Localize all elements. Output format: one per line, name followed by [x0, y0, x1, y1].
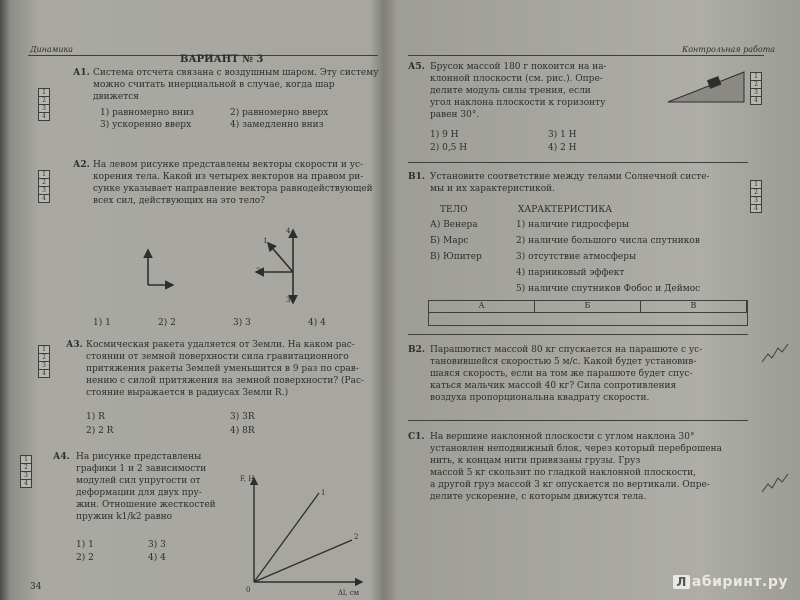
a3-text-line: стояние выражается в радиусах Земли R.) — [86, 388, 289, 398]
b1-characteristic: 1) наличие гидросферы — [516, 220, 630, 230]
section-rule — [408, 334, 748, 335]
graph-line-label-1: 1 — [321, 489, 326, 497]
graph-origin: 0 — [246, 586, 251, 594]
a1-option: 4) замедленно вниз — [230, 120, 324, 130]
pencil-mark-icon — [760, 470, 790, 500]
a5-option: 1) 9 Н — [430, 130, 459, 140]
a4-option: 1) 1 — [76, 540, 94, 550]
b1-table-header: В — [641, 301, 747, 312]
a3-text-line: нению с силой притяжения на земной поверхности? (Рас- — [86, 376, 365, 386]
answer-code-a1: 1 2 3 4 — [38, 88, 50, 121]
variant-title: ВАРИАНТ № 3 — [180, 54, 264, 65]
b1-characteristic: 5) наличие спутников Фобос и Деймос — [516, 284, 701, 294]
watermark-logo: Л абиринт.ру — [673, 574, 788, 590]
a5-text-line: Брусок массой 180 г покоится на на- — [430, 62, 607, 72]
header-rule — [408, 55, 764, 56]
vector-label: 1 — [263, 237, 268, 245]
b1-table-header: Б — [535, 301, 641, 312]
header-right: Контрольная работа — [682, 45, 776, 54]
a4-text-line: деформации для двух пру- — [76, 488, 202, 498]
b1-characteristic: 4) парниковый эффект — [516, 268, 625, 278]
a5-text-line: угол наклона плоскости к горизонту — [430, 98, 606, 108]
answer-code-a4: 1 2 3 4 — [20, 455, 32, 488]
a4-text-line: модулей сил упругости от — [76, 476, 201, 486]
velocity-acceleration-vectors — [148, 250, 173, 285]
a5-label: А5. — [408, 62, 425, 72]
a5-text-line: равен 30°. — [430, 110, 480, 120]
a2-option: 2) 2 — [158, 318, 176, 328]
b1-answer-row[interactable] — [429, 312, 747, 325]
vector-label: 2 — [256, 267, 261, 275]
a2-text-line: корения тела. Какой из четырех векторов на правом ри- — [93, 172, 364, 182]
header-left: Динамика — [30, 45, 74, 54]
answer-code-a3: 1 2 3 4 — [38, 345, 50, 378]
c1-text-line: На вершине наклонной плоскости с углом наклона 30° — [430, 432, 695, 442]
c1-text-line: делите ускорение, с которым движутся тела. — [430, 492, 647, 502]
b1-text-line: Установите соответствие между телами Солнечной систе- — [430, 172, 710, 182]
b1-characteristic: 3) отсутствие атмосферы — [516, 252, 637, 262]
b1-body: В) Юпитер — [430, 252, 482, 262]
a3-text-line: Космическая ракета удаляется от Земли. На каком рас- — [86, 340, 355, 350]
a4-text-line: жин. Отношение жесткостей — [76, 500, 216, 510]
answer-code-a5: 1 2 3 4 — [750, 72, 762, 105]
b1-characteristic: 2) наличие большого числа спутников — [516, 236, 700, 246]
a1-text-line: движется — [93, 92, 139, 102]
a1-option: 2) равномерно вверх — [230, 108, 329, 118]
graph-x-label: Δl, см — [338, 589, 360, 597]
c1-text-line: а другой груз массой 3 кг опускается по вертикали. Опре- — [430, 480, 710, 490]
a4-text-line: графики 1 и 2 зависимости — [76, 464, 207, 474]
right-page — [398, 0, 800, 600]
c1-text-line: нить, к концам нити привязаны грузы. Груз — [430, 456, 641, 466]
a3-label: А3. — [66, 340, 83, 350]
a4-option: 4) 4 — [148, 553, 166, 563]
page-number: 34 — [30, 582, 42, 592]
b2-text-line: тановившейся скоростью 5 м/с. Какой будет установив- — [430, 357, 697, 367]
graph-line-label-2: 2 — [354, 533, 359, 541]
a3-option: 4) 8R — [230, 426, 255, 436]
a3-text-line: притяжения ракеты Землей уменьшится в 9 раз по срав- — [86, 364, 359, 374]
a5-option: 4) 2 Н — [548, 143, 577, 153]
a2-label: А2. — [73, 160, 90, 170]
a5-option: 3) 1 Н — [548, 130, 577, 140]
section-rule — [408, 420, 748, 421]
b1-body: А) Венера — [430, 220, 478, 230]
a1-text-line: можно считать инерциальной в случае, когда шар — [93, 80, 335, 90]
vector-label: 4 — [286, 227, 291, 235]
a3-text-line: стоянии от земной поверхности сила гравитационного — [86, 352, 349, 362]
a5-option: 2) 0,5 Н — [430, 143, 468, 153]
a2-option: 3) 3 — [233, 318, 251, 328]
a2-option: 1) 1 — [93, 318, 111, 328]
b2-label: В2. — [408, 345, 426, 355]
a1-label: А1. — [73, 68, 90, 78]
left-page — [8, 0, 384, 600]
b1-col-body: ТЕЛО — [440, 205, 468, 215]
b1-col-characteristic: ХАРАКТЕРИСТИКА — [518, 205, 613, 215]
b2-text-line: каться мальчик массой 40 кг? Сила сопротивления — [430, 381, 677, 391]
a1-text-line: Система отсчета связана с воздушным шаром. Эту систему — [93, 68, 379, 78]
b1-body: Б) Марс — [430, 236, 469, 246]
answer-code-b1: 1 2 3 4 — [750, 180, 762, 213]
c1-label: С1. — [408, 432, 425, 442]
graph-y-label: F, Н — [240, 475, 255, 483]
a3-option: 2) 2 R — [86, 426, 114, 436]
a2-text-line: сунке указывает направление вектора равнодействующей — [93, 184, 373, 194]
a5-text-line: делите модуль силы трения, если — [430, 86, 591, 96]
b2-text-line: Парашютист массой 80 кг спускается на парашюте с ус- — [430, 345, 703, 355]
a1-option: 3) ускоренно вверх — [100, 120, 192, 130]
b2-text-line: воздуха пропорциональна квадрату скорости. — [430, 393, 650, 403]
b1-text-line: мы и их характеристикой. — [430, 184, 555, 194]
force-direction-vectors — [256, 230, 293, 303]
a4-option: 2) 2 — [76, 553, 94, 563]
b1-answer-table — [428, 300, 748, 326]
a5-text-line: клонной плоскости (см. рис.). Опре- — [430, 74, 603, 84]
b1-label: В1. — [408, 172, 426, 182]
a4-text-line: пружин k1/k2 равно — [76, 512, 173, 522]
a3-option: 3) 3R — [230, 412, 255, 422]
inclined-plane-figure — [666, 70, 746, 105]
a2-vector-diagrams — [128, 225, 358, 315]
a2-option: 4) 4 — [308, 318, 326, 328]
answer-code-a2: 1 2 3 4 — [38, 170, 50, 203]
b2-text-line: шаяся скорость, если на том же парашюте будет спус- — [430, 369, 693, 379]
a3-option: 1) R — [86, 412, 105, 422]
section-rule — [408, 162, 748, 163]
a2-text-line: На левом рисунке представлены векторы скорости и ус- — [93, 160, 364, 170]
a4-option: 3) 3 — [148, 540, 166, 550]
c1-text-line: установлен неподвижный блок, через который переброшена — [430, 444, 723, 454]
pencil-mark-icon — [760, 340, 790, 370]
vector-label: 3 — [286, 296, 291, 304]
a4-force-graph — [244, 478, 364, 588]
a4-text-line: На рисунке представлены — [76, 452, 202, 462]
b1-table-header: А — [429, 301, 535, 312]
a4-label: А4. — [53, 452, 70, 462]
a1-option: 1) равномерно вниз — [100, 108, 195, 118]
a2-text-line: всех сил, действующих на это тело? — [93, 196, 266, 206]
c1-text-line: массой 5 кг скользит по гладкой наклонной плоскости, — [430, 468, 696, 478]
